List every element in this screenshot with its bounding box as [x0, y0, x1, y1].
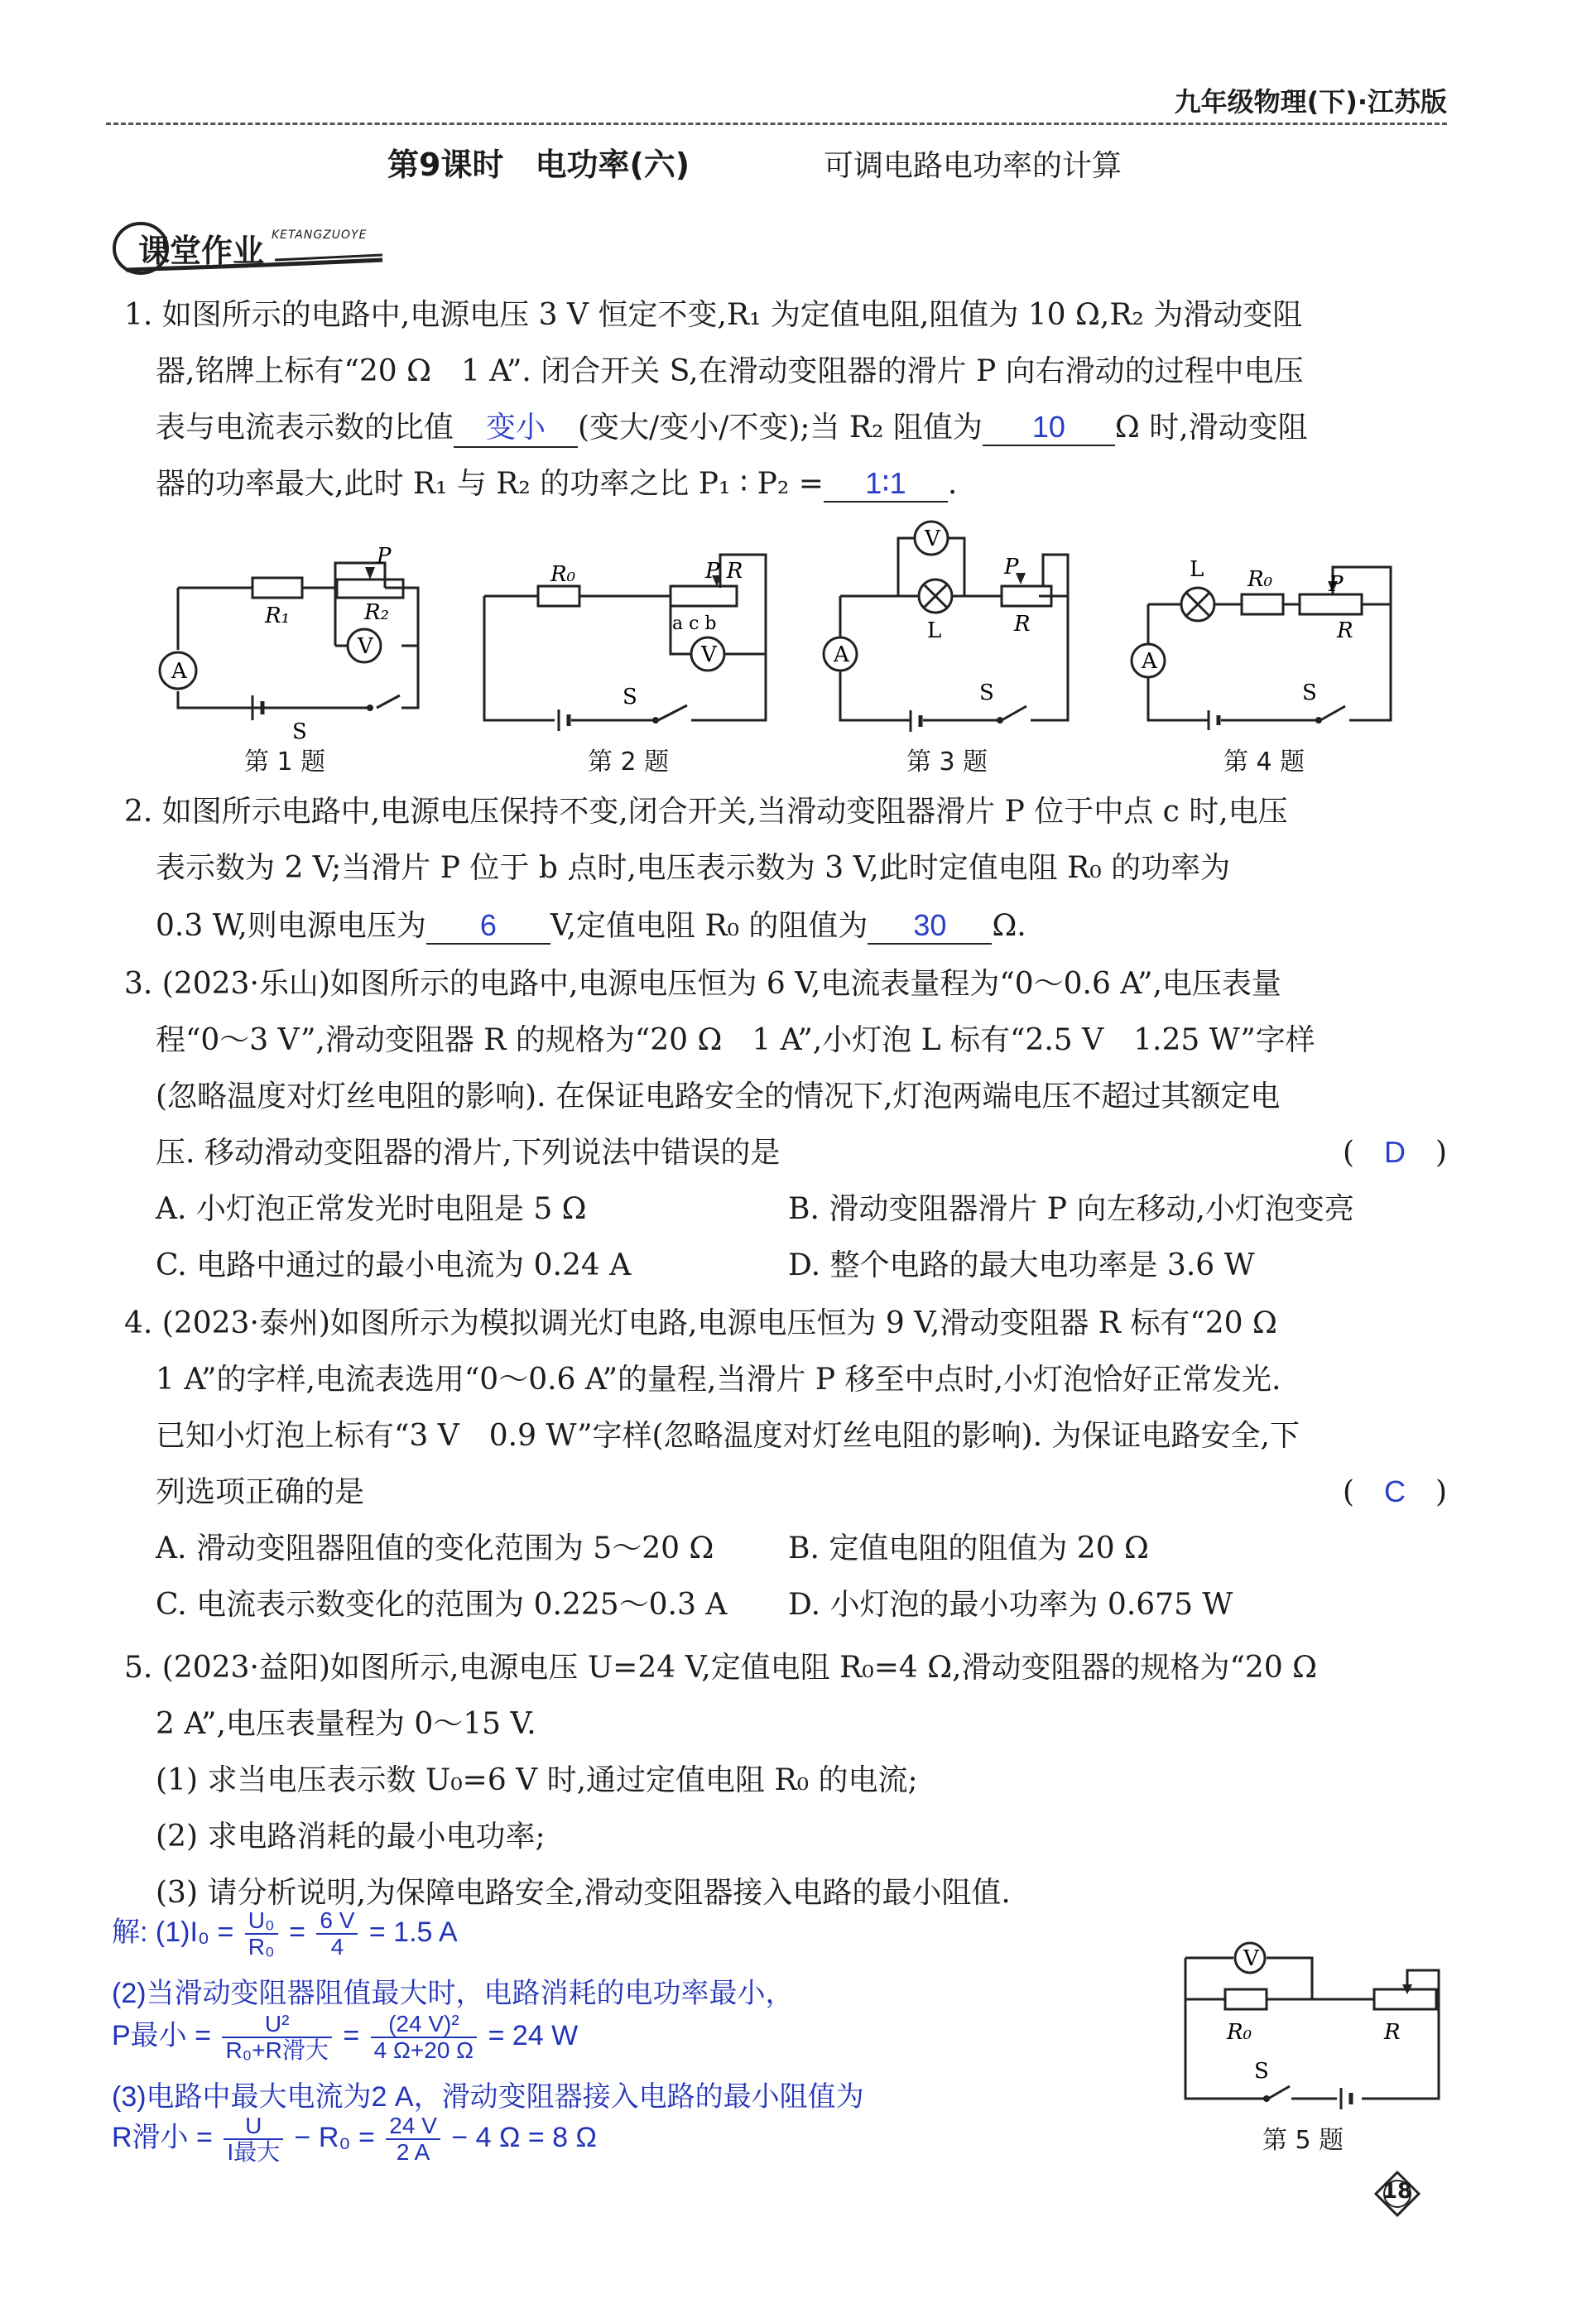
fraction: $\frac{\text{U₀}}{\text{R₀}}$: [245, 1908, 278, 1960]
lamp-l-label: L: [927, 618, 942, 643]
r1-label: R₁: [265, 604, 290, 628]
q3-option-d: D. 整个电路的最大电功率是 3.6 W: [788, 1248, 1255, 1282]
slider-pr-label: P R: [705, 559, 743, 584]
page-number-badge: [1374, 2171, 1421, 2217]
figure-4: [1138, 555, 1403, 729]
q1-text: .: [947, 467, 958, 501]
q4-line4: 列选项正确的是: [156, 1475, 365, 1509]
q5-line2: 2 A”,电压表量程为 0～15 V.: [156, 1707, 536, 1741]
fraction: $\frac{\text{U²}}{\text{R₀+R滑大}}$: [222, 2012, 331, 2063]
solution-text: P最小 =: [112, 2019, 211, 2051]
figure-4-caption: 第 4 题: [1223, 748, 1305, 777]
figure-2-caption: 第 2 题: [588, 748, 670, 777]
q1-answer-2: 10: [983, 410, 1115, 446]
solution-step-3-formula: [112, 2114, 597, 2165]
slider-p-label: P: [377, 544, 392, 569]
q3-option-b: B. 滑动变阻器滑片 P 向左移动,小灯泡变亮: [788, 1192, 1354, 1226]
rheostat-r-label: R: [1014, 612, 1031, 637]
solution-step-2-formula: [112, 2012, 578, 2063]
circuit-diagram-4: [1138, 555, 1403, 729]
slider-points-label: a c b: [672, 613, 717, 634]
circuit-diagram-2: [480, 546, 778, 737]
q5-sub2: (2) 求电路消耗的最小电功率;: [156, 1820, 546, 1854]
q5-line1: 5. (2023·益阳)如图所示,电源电压 U=24 V,定值电阻 R₀=4 Ω,滑动变阻器的规格为“20 Ω: [124, 1651, 1318, 1685]
figure-3: [832, 522, 1080, 737]
q3-option-a: A. 小灯泡正常发光时电阻是 5 Ω: [156, 1192, 587, 1226]
q1-text: (变大/变小/不变);当 R₂ 阻值为: [578, 411, 983, 445]
q2-line1: 2. 如图所示电路中,电源电压保持不变,闭合开关,当滑动变阻器滑片 P 位于中点 c 时,电压: [124, 795, 1288, 829]
switch-s-label: S: [979, 680, 994, 705]
q1-text: 表与电流表示数的比值: [156, 411, 454, 445]
figure-1-caption: 第 1 题: [244, 748, 326, 777]
ammeter-label: A: [1142, 649, 1157, 674]
figure-5-caption: 第 5 题: [1262, 2126, 1344, 2155]
q1-text: Ω 时,滑动变阻: [1114, 411, 1308, 445]
q3-option-c: C. 电路中通过的最小电流为 0.24 A: [156, 1248, 632, 1282]
circuit-diagram-3: [832, 522, 1080, 737]
q3-answer: D: [1384, 1135, 1406, 1169]
figure-1: [153, 530, 435, 744]
q1-line1: 1. 如图所示的电路中,电源电压 3 V 恒定不变,R₁ 为定值电阻,阻值为 10 Ω,R₂ 为滑动变阻: [124, 298, 1303, 332]
q1-answer-3: 1∶1: [824, 466, 948, 503]
solution-text: = 24 W: [488, 2019, 579, 2051]
solution-text: − R₀ =: [294, 2121, 375, 2153]
solution-text: − 4 Ω = 8 Ω: [451, 2121, 597, 2153]
q1-text: 器的功率最大,此时 R₁ 与 R₂ 的功率之比 P₁ ∶ P₂ =: [156, 467, 824, 501]
q1-line3: [156, 404, 1308, 448]
q2-line3: [156, 902, 1026, 945]
ammeter-label: A: [171, 659, 187, 684]
q3-line4: 压. 移动滑动变阻器的滑片,下列说法中错误的是: [156, 1136, 781, 1170]
lesson-subtitle: 可调电路电功率的计算: [824, 149, 1122, 183]
q1-answer-1: 变小: [454, 404, 578, 448]
solution-text: 解: (1)I₀ =: [112, 1916, 234, 1948]
r0-label: R₀: [1247, 567, 1272, 592]
rheostat-r-label: R: [1337, 618, 1353, 643]
q4-line1: 4. (2023·泰州)如图所示为模拟调光灯电路,电源电压恒为 9 V,滑动变阻器 R 标有“20 Ω: [124, 1306, 1277, 1340]
fraction: $\frac{24 V}{2 A}$: [386, 2114, 440, 2165]
q4-line2: 1 A”的字样,电流表选用“0～0.6 A”的量程,当滑片 P 移至中点时,小灯泡恰好正常发光.: [156, 1363, 1281, 1397]
solution-text: R滑小 =: [112, 2121, 213, 2153]
r0-label: R₀: [1227, 2020, 1252, 2045]
q4-option-b: B. 定值电阻的阻值为 20 Ω: [788, 1532, 1149, 1565]
q2-text: 0.3 W,则电源电压为: [156, 909, 426, 943]
q2-text: Ω.: [992, 909, 1026, 943]
figure-5: [1175, 1941, 1457, 2107]
q3-line2: 程“0～3 V”,滑动变阻器 R 的规格为“20 Ω 1 A”,小灯泡 L 标有“2.5 V 1.25 W”字样: [156, 1023, 1315, 1057]
book-title: 九年级物理(下)·江苏版: [1174, 86, 1447, 118]
solution-step-1: [112, 1908, 458, 1960]
figure-2: [480, 546, 778, 737]
q4-option-d: D. 小灯泡的最小功率为 0.675 W: [788, 1588, 1233, 1622]
q4-line3: 已知小灯泡上标有“3 V 0.9 W”字样(忽略温度对灯丝电阻的影响). 为保证电路安全,下: [156, 1419, 1300, 1453]
q2-text: V,定值电阻 R₀ 的阻值为: [550, 909, 868, 943]
q5-sub1: (1) 求当电压表示数 U₀=6 V 时,通过定值电阻 R₀ 的电流;: [156, 1763, 918, 1797]
solution-step-2-text: (2)当滑动变阻器阻值最大时，电路消耗的电功率最小，: [112, 1978, 794, 2009]
q4-option-c: C. 电流表示数变化的范围为 0.225～0.3 A: [156, 1588, 728, 1622]
switch-s-label: S: [292, 719, 307, 744]
fraction: $\frac{\text{(24 V)²}}{4 \Omega+20 \Omega}$: [371, 2012, 478, 2063]
q1-line4: [156, 460, 957, 503]
q5-sub3: (3) 请分析说明,为保障电路安全,滑动变阻器接入电路的最小阻值.: [156, 1876, 1011, 1910]
q3-line1: 3. (2023·乐山)如图所示的电路中,电源电压恒为 6 V,电流表量程为“0～0.6 A”,电压表量: [124, 967, 1281, 1001]
voltmeter-label: V: [701, 642, 717, 667]
solution-text: = 1.5 A: [368, 1916, 458, 1948]
switch-s-label: S: [1254, 2059, 1269, 2084]
voltmeter-label: V: [358, 634, 373, 659]
page-number: 18: [1382, 2179, 1413, 2204]
q4-answer-bracket: ( C ): [1343, 1474, 1448, 1509]
rheostat-r-label: R: [1384, 2020, 1401, 2045]
voltmeter-label: V: [1243, 1946, 1259, 1971]
voltmeter-label: V: [925, 527, 940, 551]
switch-s-label: S: [1302, 680, 1317, 705]
ammeter-label: A: [834, 642, 849, 667]
header-divider: [106, 123, 1447, 125]
figure-3-caption: 第 3 题: [906, 748, 988, 777]
section-badge-pinyin: KETANGZUOYE: [272, 228, 368, 242]
slider-p-label: P: [1004, 555, 1019, 580]
solution-text: =: [343, 2019, 360, 2051]
fraction: $\frac{6 V}{4}$: [316, 1908, 358, 1960]
lesson-title: 第9课时 电功率(六): [387, 147, 690, 183]
q3-answer-bracket: ( D ): [1343, 1135, 1448, 1170]
q3-line3: (忽略温度对灯丝电阻的影响). 在保证电路安全的情况下,灯泡两端电压不超过其额定电: [156, 1080, 1281, 1113]
circuit-diagram-5: [1175, 1941, 1457, 2107]
q4-option-a: A. 滑动变阻器阻值的变化范围为 5～20 Ω: [156, 1532, 714, 1565]
switch-s-label: S: [623, 685, 637, 709]
q2-line2: 表示数为 2 V;当滑片 P 位于 b 点时,电压表示数为 3 V,此时定值电阻 R₀ 的功率为: [156, 851, 1231, 885]
section-badge-label: 课堂作业: [138, 233, 265, 269]
lamp-l-label: L: [1190, 557, 1204, 582]
q4-answer: C: [1384, 1474, 1406, 1508]
q1-line2: 器,铭牌上标有“20 Ω 1 A”. 闭合开关 S,在滑动变阻器的滑片 P 向右滑动的过程中电压: [156, 354, 1304, 388]
slider-p-label: P: [1329, 572, 1344, 597]
q2-answer-1: 6: [426, 908, 550, 945]
solution-step-3-text: (3)电路中最大电流为2 A，滑动变阻器接入电路的最小阻值为: [112, 2081, 864, 2113]
section-badge: [109, 219, 507, 277]
q2-answer-2: 30: [868, 908, 992, 945]
fraction: $\frac{U}{\text{I最大}}$: [224, 2114, 283, 2165]
r0-label: R₀: [550, 562, 575, 587]
r2-label: R₂: [364, 600, 389, 625]
solution-text: =: [289, 1916, 305, 1948]
circuit-diagram-1: [153, 530, 435, 744]
